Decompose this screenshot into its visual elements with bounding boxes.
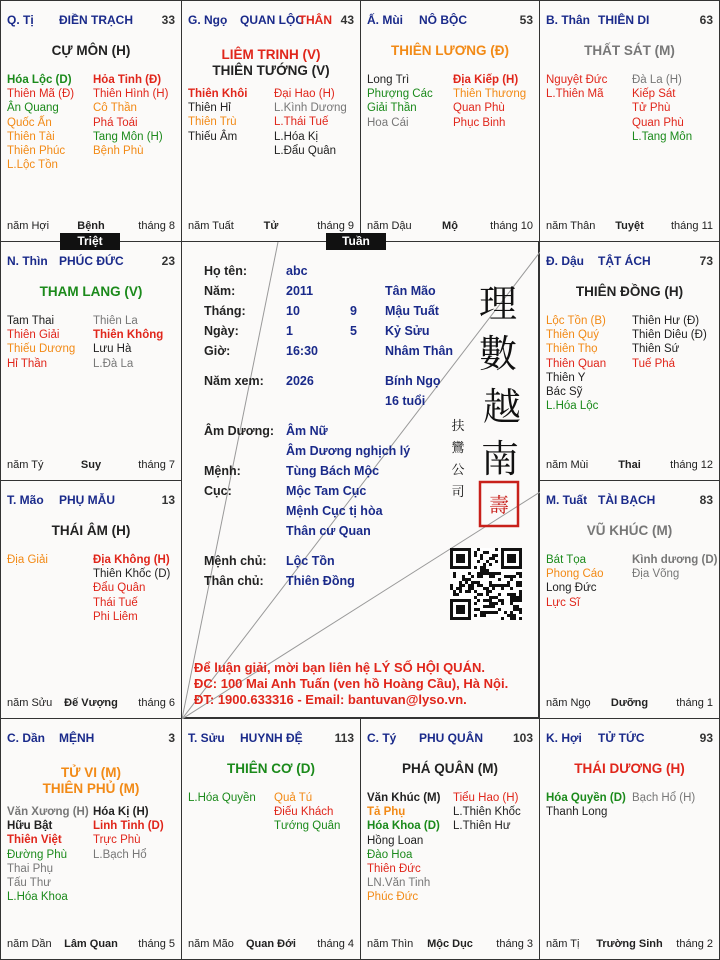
- minor-star: Đào Hoa: [367, 848, 413, 861]
- minor-star: Đại Hao (H): [274, 88, 335, 100]
- palace-position: C. Tý: [367, 731, 397, 745]
- minor-star: Thiên Hỉ: [188, 102, 231, 115]
- minor-star: Giải Thần: [367, 102, 417, 115]
- palace-position: K. Hợi: [546, 731, 582, 745]
- minor-star: Phượng Các: [367, 88, 433, 101]
- minor-star: Long Trì: [367, 74, 410, 86]
- palace-thin[interactable]: [0, 241, 182, 481]
- palace-stage: Quan Đới: [246, 938, 296, 950]
- minor-star: Phong Cáo: [546, 568, 604, 581]
- palace-position: N. Thìn: [7, 254, 48, 268]
- minor-star: Thiên Phúc: [7, 145, 66, 158]
- label-cuc: Cục:: [204, 484, 232, 498]
- minor-star: L.Đà La: [93, 357, 134, 370]
- minor-stars-right: [632, 73, 720, 144]
- svg-text:扶: 扶: [451, 419, 465, 434]
- value-ngay: 1: [286, 324, 293, 338]
- minor-star: Địa Kiếp (H): [453, 74, 519, 86]
- value-ho-ten: abc: [286, 264, 308, 278]
- can-chi-nam-xem: Bính Ngọ: [385, 374, 441, 388]
- minor-star: Đẩu Quân: [93, 582, 146, 595]
- palace-stage: Mộ: [442, 220, 458, 232]
- palace-age: 83: [699, 493, 713, 507]
- minor-star: Phá Toái: [93, 116, 138, 129]
- minor-star: Thiên Hư (Đ): [632, 315, 700, 327]
- label-nam: Năm:: [204, 284, 236, 298]
- minor-star: Quả Tú: [274, 792, 313, 804]
- value-than-chu: Thiên Đồng: [286, 574, 355, 588]
- palace-stage: Suy: [80, 459, 102, 471]
- palace-mao[interactable]: [0, 480, 182, 719]
- palace-age: 93: [699, 731, 713, 745]
- minor-stars-left: [188, 791, 278, 805]
- minor-star: Thiên Quý: [546, 329, 600, 342]
- minor-star: Địa Võng: [632, 568, 680, 581]
- minor-stars-right: [93, 805, 182, 862]
- label-ngay: Ngày:: [204, 324, 239, 338]
- minor-star: Thái Tuế: [93, 596, 138, 609]
- minor-star: Thiên Giải: [7, 329, 60, 342]
- palace-dan[interactable]: [0, 718, 182, 960]
- palace-month: tháng 5: [138, 938, 175, 950]
- palace-month: tháng 12: [670, 459, 713, 471]
- palace-house-name: ĐIỀN TRẠCH: [59, 13, 133, 27]
- palace-position: Đ. Dậu: [546, 254, 585, 268]
- svg-text:越: 越: [482, 385, 522, 429]
- minor-stars-right: [93, 73, 182, 158]
- palace-footer: [546, 459, 713, 473]
- palace-year: năm Sửu: [7, 697, 53, 709]
- palace-year: năm Hợi: [7, 220, 50, 232]
- palace-stage: Đế Vượng: [64, 697, 118, 709]
- minor-star: L.Kình Dương: [274, 102, 347, 115]
- palace-month: tháng 3: [496, 938, 533, 950]
- value-cuc-2: Mệnh Cục tị hòa: [286, 504, 383, 518]
- palace-position: Ấ. Mùi: [367, 13, 403, 27]
- minor-star: Thiếu Dương: [7, 343, 76, 356]
- main-star: PHÁ QUÂN (M): [402, 761, 498, 776]
- main-star: THIÊN LƯƠNG (Đ): [391, 43, 509, 58]
- palace-header: [7, 493, 175, 507]
- palace-footer: [367, 938, 533, 952]
- minor-star: Tang Môn (H): [93, 130, 163, 143]
- palace-header: [7, 13, 175, 27]
- minor-star: Thiên Y: [546, 371, 586, 384]
- value-nam-xem: 2026: [286, 374, 314, 388]
- minor-stars-right: [453, 791, 540, 834]
- minor-star: Địa Không (H): [93, 554, 170, 566]
- minor-star: L.Bạch Hổ: [93, 848, 147, 861]
- palace-house-name: PHU QUÂN: [419, 731, 484, 745]
- value-thang: 10: [286, 304, 300, 318]
- palace-position: M. Tuất: [546, 493, 588, 507]
- palace-stage: Trường Sinh: [596, 938, 663, 950]
- minor-star: Thai Phụ: [7, 862, 54, 875]
- palace-header: [546, 254, 713, 268]
- value-tuoi: 16 tuổi: [385, 394, 426, 408]
- palace-position: T. Mão: [7, 493, 44, 507]
- palace-footer: [7, 697, 175, 711]
- minor-star: Thiên Diêu (Đ): [632, 329, 707, 342]
- minor-star: Kình dương (D): [632, 554, 718, 566]
- value-ngay-am: 5: [350, 324, 357, 338]
- minor-star: Thiên Thọ: [546, 343, 598, 356]
- palace-header: [546, 13, 713, 27]
- value-cuc: Mộc Tam Cục: [286, 484, 367, 498]
- palace-house-name: NÔ BỘC: [419, 13, 467, 27]
- palace-month: tháng 1: [676, 697, 713, 709]
- palace-tuat[interactable]: [539, 480, 720, 719]
- main-star: CỰ MÔN (H): [51, 43, 131, 58]
- minor-star: L.Lộc Tồn: [7, 159, 58, 172]
- palace-year: năm Tý: [7, 459, 44, 471]
- minor-star: Phi Liêm: [93, 610, 138, 623]
- palace-position: T. Sửu: [188, 731, 225, 745]
- minor-star: Lộc Tồn (B): [546, 315, 606, 327]
- palace-month: tháng 8: [138, 220, 175, 232]
- contact-line-3: ĐT: 1900.633316 - Email: bantuvan@lyso.vn.: [194, 692, 467, 707]
- palace-house-name: TỬ TỨC: [598, 731, 645, 745]
- minor-star: Phục Binh: [453, 116, 506, 129]
- minor-star: Thiên Quan: [546, 357, 607, 370]
- minor-stars-right: [632, 553, 720, 581]
- minor-star: Hỏa Tinh (Đ): [93, 74, 162, 86]
- palace-house-name: TÀI BẠCH: [598, 493, 656, 507]
- value-gio: 16:30: [286, 344, 318, 358]
- minor-stars-left: [546, 553, 636, 610]
- palace-stage: Mộc Dục: [427, 938, 473, 950]
- palace-age: 3: [168, 731, 175, 745]
- palace-age: 103: [512, 731, 533, 745]
- palace-house-name: TẬT ÁCH: [598, 254, 651, 268]
- minor-star: Thiên Khốc (D): [93, 568, 171, 581]
- main-star: THIÊN PHỦ (M): [42, 781, 140, 796]
- svg-text:數: 數: [478, 332, 518, 376]
- minor-star: Hỉ Thần: [7, 357, 48, 370]
- minor-stars-left: [7, 553, 97, 567]
- triet-tag: Triệt: [60, 233, 120, 250]
- minor-stars-right: [274, 87, 361, 158]
- palace-footer: [7, 459, 175, 473]
- palace-footer: [7, 220, 175, 234]
- minor-star: Quan Phù: [632, 116, 684, 129]
- palace-house-name: THIÊN DI: [598, 13, 650, 27]
- palace-footer: [188, 220, 354, 234]
- palace-position: G. Ngọ: [188, 13, 228, 27]
- minor-star: Hồng Loan: [367, 834, 424, 847]
- palace-stage: Dưỡng: [610, 697, 649, 709]
- palace-year: năm Mão: [188, 938, 234, 950]
- minor-star: Ân Quang: [7, 102, 59, 115]
- calligraphy-logo: [440, 262, 530, 532]
- minor-stars-right: [632, 314, 720, 371]
- minor-star: L.Thái Tuế: [274, 116, 329, 129]
- svg-text:司: 司: [451, 485, 465, 500]
- svg-text:南: 南: [480, 437, 520, 481]
- minor-star: Bát Tọa: [546, 554, 587, 566]
- palace-age: 33: [161, 13, 175, 27]
- palace-stage: Tử: [263, 220, 279, 232]
- main-star: VŨ KHÚC (M): [586, 523, 673, 538]
- qr-code[interactable]: [450, 548, 522, 620]
- palace-age: 53: [519, 13, 533, 27]
- palace-age: 73: [699, 254, 713, 268]
- minor-star: Văn Xương (H): [7, 806, 89, 818]
- palace-house-name: HUYNH ĐỆ: [240, 731, 303, 745]
- minor-star: L.Thiên Hư: [453, 820, 511, 833]
- palace-month: tháng 4: [317, 938, 354, 950]
- label-ho-ten: Họ tên:: [204, 264, 248, 278]
- palace-header: [7, 254, 175, 268]
- minor-star: L.Hóa Khoa: [7, 891, 68, 904]
- palace-month: tháng 6: [138, 697, 175, 709]
- label-gio: Giờ:: [204, 344, 231, 358]
- palace-footer: [7, 938, 175, 952]
- palace-age: 113: [334, 731, 354, 745]
- palace-ngo[interactable]: [181, 0, 361, 242]
- minor-star: Văn Khúc (M): [367, 792, 441, 804]
- main-star: THAM LANG (V): [39, 284, 143, 299]
- minor-stars-right: [453, 73, 540, 130]
- minor-star: Thiên Khôi: [188, 88, 248, 100]
- minor-star: Thiên La: [93, 315, 138, 327]
- minor-stars-right: [632, 791, 720, 805]
- minor-stars-left: [7, 314, 97, 371]
- minor-star: L.Hóa Quyền: [188, 792, 256, 804]
- palace-year: năm Mùi: [546, 459, 589, 471]
- minor-star: Linh Tinh (D): [93, 820, 164, 833]
- palace-header: [546, 493, 713, 507]
- minor-star: Tử Phù: [632, 102, 671, 115]
- minor-star: Phúc Đức: [367, 891, 419, 904]
- minor-star: Thiên Hình (H): [93, 88, 169, 101]
- svg-text:公: 公: [451, 463, 465, 478]
- can-chi-ngay: Kỷ Sửu: [385, 324, 430, 338]
- palace-month: tháng 11: [670, 220, 713, 232]
- value-am-duong-2: Âm Dương nghịch lý: [286, 444, 411, 458]
- minor-star: Bác Sỹ: [546, 386, 583, 399]
- minor-star: LN.Văn Tinh: [367, 877, 431, 890]
- minor-star: Hóa Lộc (D): [7, 74, 72, 86]
- palace-header: [188, 731, 354, 745]
- palace-age: 13: [161, 493, 175, 507]
- palace-footer: [367, 220, 533, 234]
- palace-house-name: QUAN LỘC: [240, 13, 304, 27]
- minor-star: Hóa Khoa (D): [367, 820, 440, 833]
- main-star: THIÊN CƠ (D): [226, 761, 315, 776]
- minor-star: L.Tang Môn: [632, 130, 693, 143]
- palace-header: [367, 13, 533, 27]
- minor-star: Tấu Thư: [7, 877, 51, 890]
- palace-hoi[interactable]: [539, 718, 720, 960]
- palace-position: C. Dần: [7, 731, 46, 745]
- main-star: THIÊN TƯỚNG (V): [212, 63, 330, 78]
- can-chi-gio: Nhâm Thân: [385, 344, 454, 358]
- palace-stage: Lâm Quan: [64, 938, 118, 950]
- minor-star: Hoa Cái: [367, 116, 409, 129]
- minor-star: Tiểu Hao (H): [453, 792, 519, 804]
- palace-footer: [546, 220, 713, 234]
- minor-star: Thiên Việt: [7, 834, 62, 847]
- palace-year: năm Tị: [546, 938, 580, 950]
- palace-ti[interactable]: [0, 0, 182, 242]
- minor-star: Đà La (H): [632, 74, 682, 86]
- minor-star: Long Đức: [546, 582, 597, 595]
- minor-star: L.Hóa Lộc: [546, 400, 599, 413]
- minor-stars-left: [367, 73, 457, 130]
- palace-month: tháng 9: [317, 220, 354, 232]
- minor-star: Tuế Phá: [632, 357, 676, 370]
- palace-year: năm Thìn: [367, 938, 414, 950]
- minor-star: Thiếu Âm: [188, 130, 238, 143]
- svg-text:壽: 壽: [489, 493, 509, 517]
- palace-age: 63: [699, 13, 713, 27]
- value-menh: Tùng Bách Mộc: [286, 464, 380, 478]
- minor-star: Thiên Sứ: [632, 343, 680, 356]
- main-star: THẤT SÁT (M): [584, 43, 675, 58]
- minor-star: Tả Phụ: [367, 806, 406, 819]
- palace-than[interactable]: [539, 0, 720, 242]
- minor-star: Kiếp Sát: [632, 88, 676, 101]
- minor-star: Thiên Mã (Đ): [7, 88, 75, 101]
- palace-suu[interactable]: [181, 718, 361, 960]
- minor-star: Nguyệt Đức: [546, 74, 608, 86]
- palace-house-name: MỆNH: [59, 731, 95, 745]
- palace-footer: [546, 938, 713, 952]
- main-star: THÁI ÂM (H): [51, 523, 131, 538]
- palace-header: [7, 731, 175, 745]
- minor-stars-left: [7, 805, 97, 904]
- minor-stars-left: [546, 73, 636, 101]
- label-menh: Mệnh:: [204, 464, 241, 478]
- minor-stars-left: [546, 791, 636, 819]
- contact-info: [194, 660, 508, 708]
- minor-star: L.Thiên Mã: [546, 88, 604, 101]
- palace-age: 23: [161, 254, 175, 268]
- palace-header: [188, 13, 354, 27]
- minor-stars-right: [93, 314, 182, 371]
- minor-star: Thanh Long: [546, 806, 608, 819]
- value-thang-am: 9: [350, 304, 357, 318]
- main-star: THÁI DƯƠNG (H): [574, 761, 685, 776]
- palace-house-name: PHỤ MẪU: [59, 493, 115, 507]
- svg-text:鸞: 鸞: [451, 441, 465, 456]
- minor-stars-left: [367, 791, 457, 905]
- palace-stage: Tuyệt: [615, 220, 644, 232]
- minor-star: Bệnh Phù: [93, 145, 144, 158]
- label-than-chu: Thân chủ:: [204, 574, 264, 588]
- minor-star: Thiên Không: [93, 329, 164, 342]
- palace-month: tháng 7: [138, 459, 175, 471]
- can-chi-thang: Mậu Tuất: [385, 304, 439, 318]
- palace-year: năm Dần: [7, 938, 52, 950]
- value-cuc-3: Thân cư Quan: [286, 524, 371, 538]
- palace-stage: Bệnh: [77, 220, 105, 232]
- svg-text:理: 理: [478, 282, 518, 326]
- minor-star: Tam Thai: [7, 315, 55, 327]
- minor-star: Quốc Ấn: [7, 116, 52, 129]
- main-star: LIÊM TRINH (V): [221, 47, 321, 62]
- minor-star: Cô Thần: [93, 102, 137, 115]
- palace-stage: Thai: [618, 459, 641, 471]
- minor-stars-left: [546, 314, 636, 413]
- minor-star: Thiên Đức: [367, 863, 421, 876]
- palace-footer: [188, 938, 354, 952]
- minor-star: Lực Sĩ: [546, 596, 580, 609]
- minor-stars-left: [7, 73, 97, 172]
- minor-star: Hóa Quyền (D): [546, 792, 626, 804]
- minor-star: Địa Giải: [7, 554, 48, 566]
- palace-position: B. Thân: [546, 13, 590, 27]
- palace-header: [367, 731, 533, 745]
- minor-stars-right: [93, 553, 182, 624]
- minor-star: Đường Phù: [7, 848, 67, 861]
- label-am-duong: Âm Dương:: [204, 424, 275, 438]
- minor-star: Điếu Khách: [274, 806, 334, 819]
- than-marker: THÂN: [298, 13, 332, 27]
- minor-star: Lưu Hà: [93, 343, 132, 356]
- contact-line-2: ĐC: 100 Mai Anh Tuấn (ven hồ Hoàng Cầu), Hà Nội.: [194, 676, 509, 691]
- minor-star: L.Đẩu Quân: [274, 144, 337, 157]
- palace-year: năm Thân: [546, 220, 596, 232]
- minor-star: Tướng Quân: [274, 820, 341, 833]
- label-thang: Tháng:: [204, 304, 246, 318]
- palace-year: năm Tuất: [188, 220, 234, 232]
- palace-month: tháng 10: [490, 220, 533, 232]
- minor-star: Trực Phù: [93, 834, 141, 847]
- minor-stars-left: [188, 87, 278, 144]
- palace-footer: [546, 697, 713, 711]
- palace-ty[interactable]: [360, 718, 540, 960]
- minor-stars-right: [274, 791, 361, 834]
- center-panel: [181, 241, 539, 718]
- minor-star: Hóa Kị (H): [93, 806, 149, 818]
- value-am-duong: Âm Nữ: [286, 424, 328, 438]
- can-chi-nam: Tân Mão: [385, 284, 436, 298]
- contact-line-1: Để luận giải, mời bạn liên hệ LÝ SỐ HỘI QUÁN.: [194, 660, 485, 675]
- palace-age: 43: [340, 13, 354, 27]
- minor-star: Quan Phù: [453, 102, 505, 115]
- palace-house-name: PHÚC ĐỨC: [59, 254, 124, 268]
- palace-year: năm Ngọ: [546, 697, 591, 709]
- minor-star: Thiên Thương: [453, 88, 527, 101]
- palace-header: [546, 731, 713, 745]
- minor-star: Hữu Bật: [7, 820, 53, 833]
- minor-star: Thiên Trù: [188, 116, 237, 129]
- label-nam-xem: Năm xem:: [204, 374, 264, 388]
- minor-star: Thiên Tài: [7, 130, 55, 143]
- palace-dau[interactable]: [539, 241, 720, 481]
- value-nam: 2011: [286, 284, 314, 298]
- palace-position: Q. Tị: [7, 13, 34, 27]
- tuan-tag: Tuần: [326, 233, 386, 250]
- palace-month: tháng 2: [676, 938, 713, 950]
- value-menh-chu: Lộc Tồn: [286, 554, 335, 568]
- minor-star: Bạch Hổ (H): [632, 792, 696, 804]
- main-star: THIÊN ĐỒNG (H): [575, 284, 684, 299]
- minor-star: L.Hóa Kị: [274, 130, 319, 143]
- palace-mui[interactable]: [360, 0, 540, 242]
- main-star: TỬ VI (M): [61, 765, 121, 780]
- palace-year: năm Dậu: [367, 220, 412, 232]
- label-menh-chu: Mệnh chủ:: [204, 554, 267, 568]
- minor-star: L.Thiên Khốc: [453, 806, 521, 819]
